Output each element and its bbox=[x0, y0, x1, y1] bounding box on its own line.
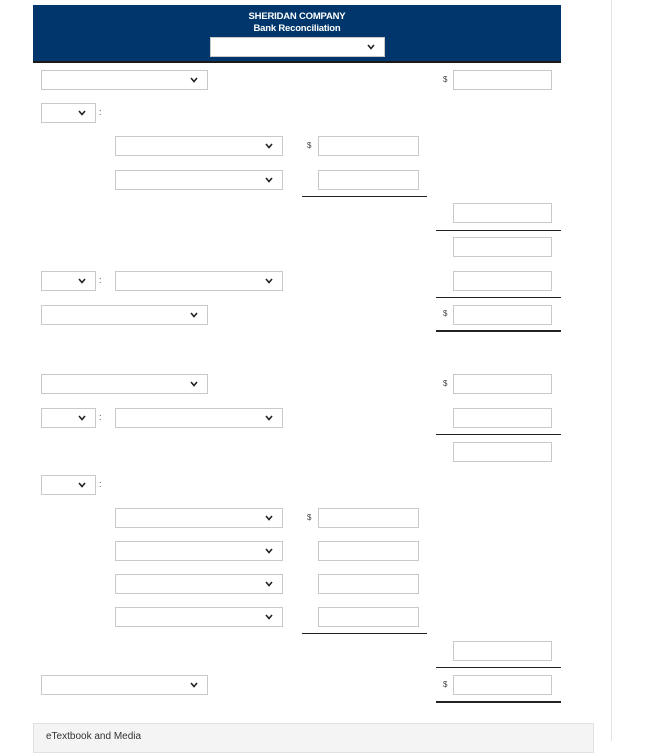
subtotal-rule bbox=[302, 196, 427, 197]
adjusted-balance-input[interactable] bbox=[453, 305, 552, 325]
colon-separator: : bbox=[99, 412, 102, 422]
chevron-down-icon bbox=[264, 413, 274, 423]
subtotal-rule bbox=[436, 667, 561, 668]
total-amount-input[interactable] bbox=[453, 237, 552, 257]
item-amount-input[interactable] bbox=[318, 541, 419, 561]
chevron-down-icon bbox=[189, 379, 199, 389]
currency-symbol: $ bbox=[307, 141, 312, 150]
item-label-dropdown[interactable] bbox=[115, 607, 283, 627]
chevron-down-icon bbox=[77, 108, 87, 118]
item-label-dropdown[interactable] bbox=[115, 408, 283, 428]
adjusted-balance-input[interactable] bbox=[453, 675, 552, 695]
chevron-down-icon bbox=[264, 579, 274, 589]
subtotal-rule bbox=[436, 297, 561, 298]
deduction-amount-input[interactable] bbox=[453, 271, 552, 291]
item-amount-input[interactable] bbox=[453, 408, 552, 428]
item-label-dropdown[interactable] bbox=[115, 541, 283, 561]
statement-title: Bank Reconciliation bbox=[253, 23, 341, 34]
balance-label-dropdown[interactable] bbox=[41, 70, 208, 90]
add-less-dropdown[interactable] bbox=[41, 408, 96, 428]
item-label-dropdown[interactable] bbox=[115, 271, 283, 291]
chevron-down-icon bbox=[264, 612, 274, 622]
adjusted-balance-label-dropdown[interactable] bbox=[41, 675, 208, 695]
double-total-rule bbox=[436, 330, 561, 332]
chevron-down-icon bbox=[189, 310, 199, 320]
chevron-down-icon bbox=[264, 546, 274, 556]
add-less-dropdown[interactable] bbox=[41, 103, 96, 123]
item-label-dropdown[interactable] bbox=[115, 136, 283, 156]
adjusted-balance-label-dropdown[interactable] bbox=[41, 305, 208, 325]
chevron-down-icon bbox=[264, 141, 274, 151]
subtotal-amount-input[interactable] bbox=[453, 641, 552, 661]
item-amount-input[interactable] bbox=[318, 136, 419, 156]
chevron-down-icon bbox=[77, 276, 87, 286]
statement-header bbox=[33, 5, 561, 63]
chevron-down-icon bbox=[264, 276, 274, 286]
item-label-dropdown[interactable] bbox=[115, 170, 283, 190]
currency-symbol: $ bbox=[443, 309, 448, 318]
subtotal-rule bbox=[302, 633, 427, 634]
currency-symbol: $ bbox=[443, 680, 448, 689]
chevron-down-icon bbox=[189, 680, 199, 690]
currency-symbol: $ bbox=[443, 379, 448, 388]
colon-separator: : bbox=[99, 107, 102, 117]
chevron-down-icon bbox=[264, 175, 274, 185]
item-amount-input[interactable] bbox=[318, 508, 419, 528]
balance-amount-input[interactable] bbox=[453, 374, 552, 394]
balance-label-dropdown[interactable] bbox=[41, 374, 208, 394]
subtotal-rule bbox=[436, 230, 561, 231]
chevron-down-icon bbox=[77, 413, 87, 423]
item-amount-input[interactable] bbox=[318, 574, 419, 594]
currency-symbol: $ bbox=[307, 513, 312, 522]
item-label-dropdown[interactable] bbox=[115, 508, 283, 528]
add-less-dropdown[interactable] bbox=[41, 475, 96, 495]
currency-symbol: $ bbox=[443, 75, 448, 84]
chevron-down-icon bbox=[189, 75, 199, 85]
subtotal-rule bbox=[436, 434, 561, 435]
item-amount-input[interactable] bbox=[318, 170, 419, 190]
colon-separator: : bbox=[99, 479, 102, 489]
add-less-dropdown[interactable] bbox=[41, 271, 96, 291]
subtotal-amount-input[interactable] bbox=[453, 203, 552, 223]
balance-amount-input[interactable] bbox=[453, 70, 552, 90]
item-amount-input[interactable] bbox=[318, 607, 419, 627]
double-total-rule bbox=[436, 701, 561, 703]
colon-separator: : bbox=[99, 275, 102, 285]
chevron-down-icon bbox=[77, 480, 87, 490]
date-dropdown[interactable] bbox=[210, 37, 385, 57]
total-amount-input[interactable] bbox=[453, 442, 552, 462]
chevron-down-icon bbox=[366, 42, 376, 52]
chevron-down-icon bbox=[264, 513, 274, 523]
etextbook-media-link[interactable]: eTextbook and Media bbox=[46, 731, 142, 742]
company-name: SHERIDAN COMPANY bbox=[248, 11, 346, 22]
right-panel-border bbox=[611, 0, 612, 741]
item-label-dropdown[interactable] bbox=[115, 574, 283, 594]
etextbook-media-panel[interactable] bbox=[33, 723, 594, 753]
